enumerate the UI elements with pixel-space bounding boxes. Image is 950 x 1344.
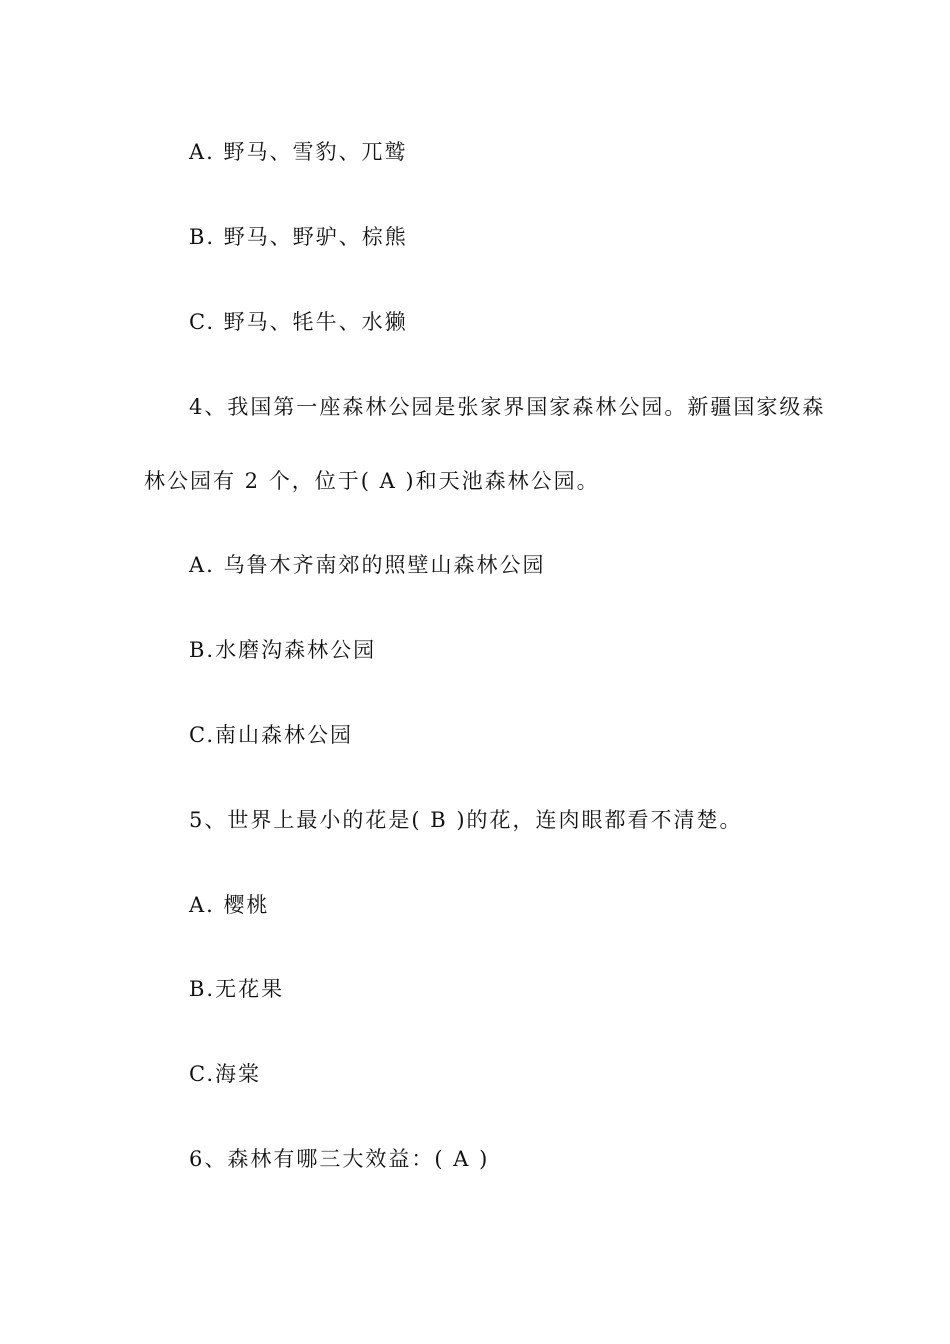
option-b-q5: B.无花果 bbox=[189, 977, 285, 1001]
option-b-q4: B.水磨沟森林公园 bbox=[189, 638, 377, 662]
question-4: 4、我国第一座森林公园是张家界国家森林公园。新疆国家级森 bbox=[189, 395, 826, 419]
option-c-q4: C.南山森林公园 bbox=[189, 723, 353, 747]
option-c-q5: C.海棠 bbox=[189, 1062, 261, 1086]
question-5: 5、世界上最小的花是( B )的花，连肉眼都看不清楚。 bbox=[189, 808, 743, 832]
question-4-cont: 林公园有 2 个，位于( A )和天池森林公园。 bbox=[144, 469, 600, 493]
option-a-q4: A. 乌鲁木齐南郊的照壁山森林公园 bbox=[189, 553, 546, 577]
option-a-q3: A. 野马、雪豹、兀鹫 bbox=[189, 140, 408, 164]
question-6: 6、森林有哪三大效益：( A ) bbox=[189, 1147, 490, 1171]
option-b-q3: B. 野马、野驴、棕熊 bbox=[189, 225, 408, 249]
option-a-q5: A. 樱桃 bbox=[189, 893, 270, 917]
option-c-q3: C. 野马、牦牛、水獭 bbox=[189, 310, 408, 334]
